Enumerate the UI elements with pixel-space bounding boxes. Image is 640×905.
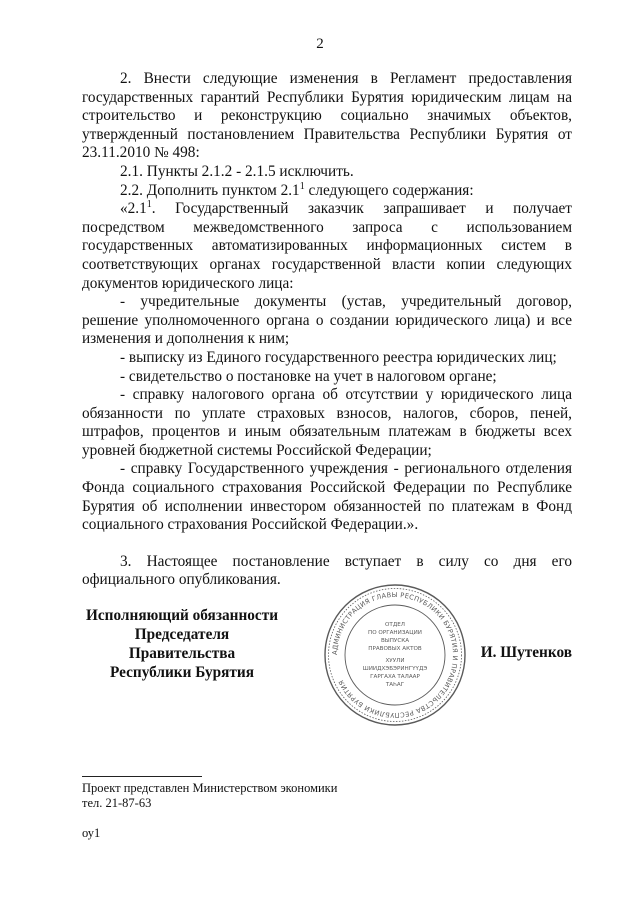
signatory-title — [82, 606, 282, 682]
stamp-ring-text: АДМИНИСТРАЦИЯ ГЛАВЫ РЕСПУБЛИКИ БУРЯТИЯ И ПРАВИТЕЛЬСТВА РЕСПУБЛИКИ БУРЯТИЯ — [330, 590, 460, 720]
list-item-tax-registration: - свидетельство о постановке на учет в налоговом органе; — [120, 367, 497, 385]
paragraph-text: следующего содержания: — [304, 181, 474, 199]
list-item-tax-certificate: - справку налогового органа об отсутствии у юридического лица обязанности по уплате страховых взносов, налогов, сборов, пеней, штрафов, процентов и иным обязательным платежам в бюджеты всех уровней бюджетной системы Российской Федерации; — [82, 386, 572, 459]
stamp-center-line: ПО ОРГАНИЗАЦИИ — [368, 630, 422, 636]
page-number: 2 — [316, 36, 324, 52]
list-item-charter-documents: - учредительные документы (устав, учредительный договор, решение уполномоченного органа о создании юридического лица) и все изменения и дополнения к ним; — [82, 293, 572, 348]
footnote — [82, 781, 337, 811]
signatory-title-line: Председателя Правительства — [128, 626, 236, 662]
paragraph-text: «2.1 — [120, 200, 147, 218]
stamp-center-line: ПРАВОВЫХ АКТОВ — [368, 646, 422, 652]
document-code: оу1 — [82, 826, 101, 840]
stamp-outer-ring — [325, 585, 465, 725]
paragraph-text: . Государственный заказчик запрашивает и получает посредством межведомственного запроса с использованием государственных автоматизированных информационных систем в соответствующих органах государственной власти копии следующих документов юридического лица: — [82, 200, 572, 292]
footnote-author: Проект представлен Министерством экономики — [82, 781, 338, 795]
footnote-phone: тел. 21-87-63 — [82, 796, 152, 810]
paragraph-text: 2.2. Дополнить пунктом 2.1 — [120, 181, 300, 199]
official-stamp — [322, 582, 468, 728]
superscript: 1 — [146, 199, 152, 211]
stamp-center-text — [363, 622, 428, 688]
signer-name: И. Шутенков — [480, 644, 572, 661]
paragraph-item-3: 3. Настоящее постановление вступает в силу со дня его официального опубликования. — [82, 552, 572, 589]
paragraph-item-2: 2. Внести следующие изменения в Регламент предоставления государственных гарантий Республики Бурятия юридическим лицам на строительство и реконструкцию социально значимых объектов, утвержденный постановлением Правительства Республики Бурятия от 23.11.2010 № 498: — [82, 70, 572, 162]
stamp-center-line: ОТДЕЛ — [385, 622, 405, 628]
stamp-center-line: ТАҺАГ — [385, 682, 405, 688]
footnote-divider — [82, 776, 202, 777]
list-item-registry-extract: - выписку из Единого государственного реестра юридических лиц; — [120, 348, 557, 366]
stamp-inner-ring — [345, 605, 445, 705]
stamp-center-line: ГАРГАХА ТАЛААР — [370, 674, 420, 680]
superscript: 1 — [299, 180, 305, 192]
stamp-center-line: ВЫПУСКА — [380, 638, 410, 644]
paragraph-new-clause — [82, 200, 572, 293]
stamp-center-line: ХУУЛИ — [385, 658, 405, 664]
list-item-social-fund-certificate: - справку Государственного учреждения - регионального отделения Фонда социального страхования Российской Федерации по Республике Бурятия об исполнении инвестором обязанностей по платежам в Фонд социального страхования Российской Федерации.». — [82, 460, 572, 534]
paragraph-item-2-1: 2.1. Пункты 2.1.2 - 2.1.5 исключить. — [120, 162, 354, 180]
signatory-title-line: Республики Бурятия — [109, 664, 255, 681]
stamp-center-line: ШИИДХЭБЭРИНГҮҮДЭ — [362, 666, 428, 672]
paragraph-item-2-2 — [82, 182, 572, 201]
document-body — [82, 70, 572, 590]
stamp-dotted-ring — [329, 589, 462, 722]
signatory-title-line: Исполняющий обязанности — [85, 607, 279, 624]
